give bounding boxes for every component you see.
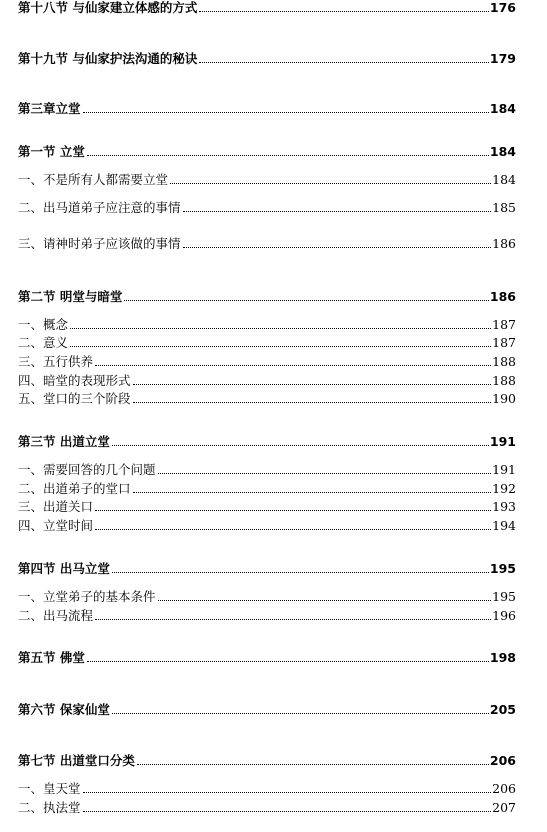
toc-title: 第七节 出道堂口分类 xyxy=(18,753,135,768)
leader-dots xyxy=(112,572,489,573)
toc-entry xyxy=(18,146,516,159)
toc-title: 第三章立堂 xyxy=(18,101,81,116)
leader-dots xyxy=(170,183,491,184)
toc-title: 二、出马道弟子应注意的事情 xyxy=(18,200,181,215)
toc-title: 四、立堂时间 xyxy=(18,518,94,533)
toc-entry xyxy=(18,704,516,717)
toc-entry xyxy=(18,2,516,15)
toc-entry xyxy=(18,53,516,66)
leader-dots xyxy=(158,473,492,474)
toc-page-number: 196 xyxy=(492,608,516,623)
toc-page-number: 190 xyxy=(492,391,516,406)
toc-page-number: 191 xyxy=(492,462,516,477)
toc-entry xyxy=(18,436,516,449)
toc-title: 一、概念 xyxy=(18,317,69,332)
leader-dots xyxy=(199,62,489,63)
toc-page-number: 185 xyxy=(492,200,516,215)
toc-page-number: 192 xyxy=(492,481,516,496)
leader-dots xyxy=(83,112,489,113)
toc-title: 三、请神时弟子应该做的事情 xyxy=(18,236,181,251)
toc-title: 三、出道关口 xyxy=(18,499,94,514)
toc-title: 第四节 出马立堂 xyxy=(18,561,110,576)
toc-page-number: 195 xyxy=(489,561,516,576)
toc-title: 二、意义 xyxy=(18,335,69,350)
toc-entry xyxy=(18,174,516,187)
toc-title: 二、出马流程 xyxy=(18,608,94,623)
toc-entry xyxy=(18,483,516,496)
toc-title: 一、不是所有人都需要立堂 xyxy=(18,172,169,187)
toc-title: 第十九节 与仙家护法沟通的秘诀 xyxy=(18,51,198,66)
toc-title: 五、堂口的三个阶段 xyxy=(18,391,131,406)
toc-page-number: 176 xyxy=(489,0,516,15)
toc-page-number: 195 xyxy=(492,589,516,604)
leader-dots xyxy=(95,529,491,530)
leader-dots xyxy=(70,328,491,329)
toc-page-number: 194 xyxy=(492,518,516,533)
toc-title: 第一节 立堂 xyxy=(18,144,85,159)
toc-page-number: 198 xyxy=(489,650,516,665)
toc-page-number: 188 xyxy=(492,354,516,369)
toc-title: 第六节 保家仙堂 xyxy=(18,702,110,717)
toc-title: 一、皇天堂 xyxy=(18,781,81,796)
toc-page-number: 179 xyxy=(489,51,516,66)
toc-title: 一、需要回答的几个问题 xyxy=(18,462,156,477)
leader-dots xyxy=(183,211,492,212)
toc-page-number: 205 xyxy=(489,702,516,717)
toc-title: 第二节 明堂与暗堂 xyxy=(18,289,123,304)
toc-title: 二、执法堂 xyxy=(18,800,81,815)
toc-page-number: 187 xyxy=(492,335,516,350)
toc-title: 二、出道弟子的堂口 xyxy=(18,481,131,496)
toc-page-number: 206 xyxy=(489,753,516,768)
toc-entry xyxy=(18,356,516,369)
toc-page-number: 184 xyxy=(489,144,516,159)
toc-entry xyxy=(18,591,516,604)
leader-dots xyxy=(87,155,489,156)
toc-page-number: 193 xyxy=(492,499,516,514)
toc-entry xyxy=(18,393,516,406)
toc-page-number: 184 xyxy=(489,101,516,116)
leader-dots xyxy=(95,619,491,620)
toc-title: 一、立堂弟子的基本条件 xyxy=(18,589,156,604)
toc-page-number: 186 xyxy=(489,289,516,304)
toc-entry xyxy=(18,520,516,533)
leader-dots xyxy=(124,300,489,301)
toc-title: 第三节 出道立堂 xyxy=(18,434,110,449)
toc-entry xyxy=(18,238,516,251)
leader-dots xyxy=(83,792,492,793)
toc-page-number: 187 xyxy=(492,317,516,332)
toc-entry xyxy=(18,291,516,304)
toc-entry xyxy=(18,755,516,768)
toc-page-number: 188 xyxy=(492,373,516,388)
leader-dots xyxy=(133,402,492,403)
leader-dots xyxy=(133,384,492,385)
leader-dots xyxy=(95,510,491,511)
leader-dots xyxy=(95,365,491,366)
toc-entry xyxy=(18,319,516,332)
leader-dots xyxy=(112,445,489,446)
toc-entry xyxy=(18,802,516,815)
toc-title: 四、暗堂的表现形式 xyxy=(18,373,131,388)
toc-page-number: 186 xyxy=(492,236,516,251)
toc-entry xyxy=(18,610,516,623)
leader-dots xyxy=(70,346,491,347)
leader-dots xyxy=(87,661,489,662)
toc-title: 第十八节 与仙家建立体感的方式 xyxy=(18,0,198,15)
toc-page-number: 184 xyxy=(492,172,516,187)
toc-entry xyxy=(18,337,516,350)
leader-dots xyxy=(112,713,489,714)
leader-dots xyxy=(133,492,492,493)
toc-entry xyxy=(18,464,516,477)
toc-page-number: 206 xyxy=(492,781,516,796)
toc-entry xyxy=(18,783,516,796)
toc-title: 第五节 佛堂 xyxy=(18,650,85,665)
toc-entry xyxy=(18,202,516,215)
toc-entry xyxy=(18,501,516,514)
leader-dots xyxy=(183,247,492,248)
leader-dots xyxy=(137,764,489,765)
toc-entry xyxy=(18,563,516,576)
leader-dots xyxy=(199,11,489,12)
toc-page-number: 207 xyxy=(492,800,516,815)
toc-entry xyxy=(18,103,516,116)
toc-page-number: 191 xyxy=(489,434,516,449)
leader-dots xyxy=(83,811,492,812)
toc-entry xyxy=(18,652,516,665)
toc-entry xyxy=(18,375,516,388)
leader-dots xyxy=(158,600,492,601)
toc-title: 三、五行供养 xyxy=(18,354,94,369)
